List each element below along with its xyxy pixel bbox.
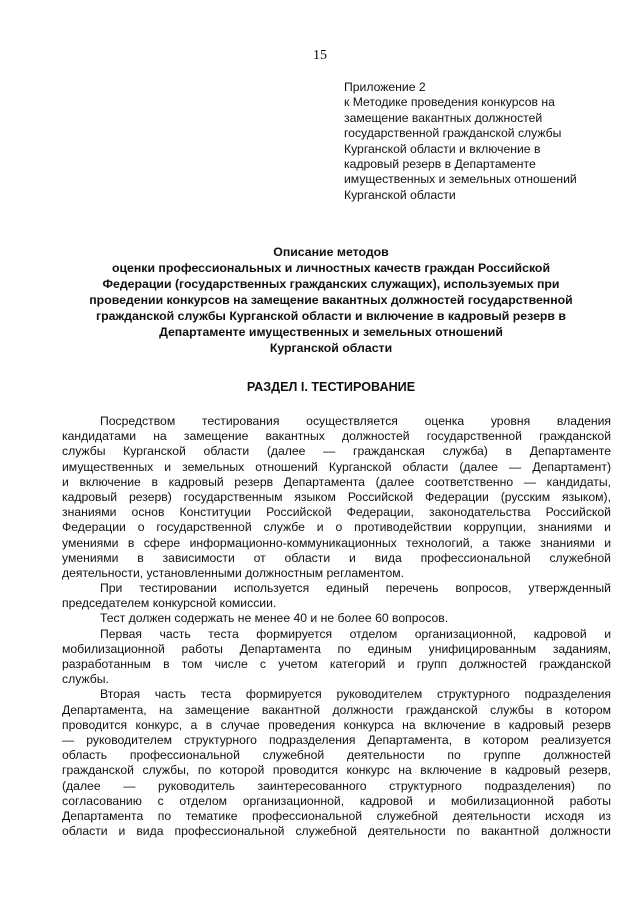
text-line: председателем конкурсной комиссии. bbox=[62, 596, 277, 611]
paragraph bbox=[62, 611, 611, 626]
text-line: При тестировании используется единый перечень вопросов, утвержденный bbox=[100, 581, 611, 596]
appendix-block bbox=[344, 80, 624, 203]
text-line: Вторая часть теста формируется руководителем структурного подразделения bbox=[100, 687, 611, 702]
text-line: Департамента по тематике профессиональной служебной деятельности исходя из bbox=[62, 808, 611, 823]
text-line: службы. bbox=[62, 672, 109, 687]
appendix-line: имущественных и земельных отношений bbox=[344, 172, 577, 187]
document-title bbox=[60, 244, 602, 356]
appendix-line: государственной гражданской службы bbox=[344, 126, 562, 141]
text-line: (далее — руководитель заинтересованного структурного подразделения) по bbox=[62, 778, 611, 793]
text-line: знаниями основ Конституции Российской Федерации, законодательства Российской bbox=[62, 505, 611, 520]
title-line: Описание методов bbox=[273, 245, 389, 259]
text-line: Федерации о государственной службе и о противодействии коррупции, знаниями и bbox=[62, 520, 611, 535]
text-line: гражданской службы, по которой проводится конкурс на включение в кадровый резерв, bbox=[62, 763, 611, 778]
appendix-line: к Методике проведения конкурсов на bbox=[344, 95, 555, 110]
title-line: Департаменте имущественных и земельных отношений bbox=[159, 325, 503, 339]
text-line: умениями в зависимости от области и вида профессиональной служебной bbox=[62, 550, 611, 565]
text-line: Департамента, на замещение вакантной должности гражданской службы в котором bbox=[62, 702, 611, 717]
text-line: — руководителем структурного подразделения Департамента, в котором реализуется bbox=[62, 732, 611, 747]
text-line: разработанным в том числе с учетом категорий и групп должностей гражданской bbox=[62, 657, 611, 671]
title-line: оценки профессиональных и личностных качеств граждан Российской bbox=[111, 261, 551, 275]
text-line: проводится конкурс, а в случае проведения конкурса на включение в кадровый резерв bbox=[62, 717, 611, 732]
text-line: область профессиональной служебной деятельности по группе должностей bbox=[62, 748, 611, 763]
paragraph bbox=[62, 627, 611, 688]
appendix-line: Приложение 2 bbox=[344, 80, 426, 94]
paragraph bbox=[62, 581, 611, 611]
appendix-line: замещение вакантных должностей bbox=[344, 110, 543, 125]
document-body bbox=[62, 414, 611, 839]
text-line: и включение в кадровый резерв Департамента (далее соответственно — кандидаты, bbox=[62, 474, 611, 489]
text-line: имущественных и земельных отношений Курганской области (далее — Департамент) bbox=[62, 459, 611, 474]
appendix-line: Курганской области bbox=[344, 187, 456, 202]
appendix-line: кадровый резерв в Департаменте bbox=[344, 157, 536, 172]
text-line: мобилизационной работы Департамента по единым унифицированным заданиям, bbox=[62, 641, 611, 656]
section-heading: РАЗДЕЛ I. ТЕСТИРОВАНИЕ bbox=[246, 380, 416, 394]
page-number: 15 bbox=[313, 48, 327, 63]
text-line: области и вида профессиональной служебной деятельности по вакантной должности bbox=[62, 824, 611, 839]
text-line: деятельности, установленными должностным регламентом. bbox=[62, 565, 405, 580]
text-line: кандидатами на замещение вакантных должностей государственной гражданской bbox=[62, 429, 611, 444]
text-line: Первая часть теста формируется отделом организационной, кадровой и bbox=[100, 626, 611, 641]
text-line: Посредством тестирования осуществляется оценка уровня владения bbox=[100, 414, 611, 428]
title-line: гражданской службы Курганской области и включение в кадровый резерв в bbox=[96, 309, 566, 323]
text-line: Тест должен содержать не менее 40 и не более 60 вопросов. bbox=[100, 611, 449, 626]
text-line: умениями в сфере информационно-коммуникационных технологий, а также знаниями и bbox=[62, 535, 611, 550]
appendix-line: Курганской области и включение в bbox=[344, 141, 541, 156]
text-line: службы Курганской области (далее — гражданская служба) в Департаменте bbox=[62, 444, 611, 459]
paragraph bbox=[62, 414, 611, 581]
title-line: Курганской области bbox=[269, 341, 393, 355]
title-line: проведении конкурсов на замещение вакантных должностей государственной bbox=[89, 293, 573, 307]
text-line: согласованию с отделом организационной, кадровой и мобилизационной работы bbox=[62, 793, 611, 808]
paragraph bbox=[62, 687, 611, 839]
text-line: кадровый резерв) государственным языком Российской Федерации (русским языком), bbox=[62, 489, 611, 504]
title-line: Федерации (государственных гражданских служащих), используемых при bbox=[102, 277, 560, 291]
